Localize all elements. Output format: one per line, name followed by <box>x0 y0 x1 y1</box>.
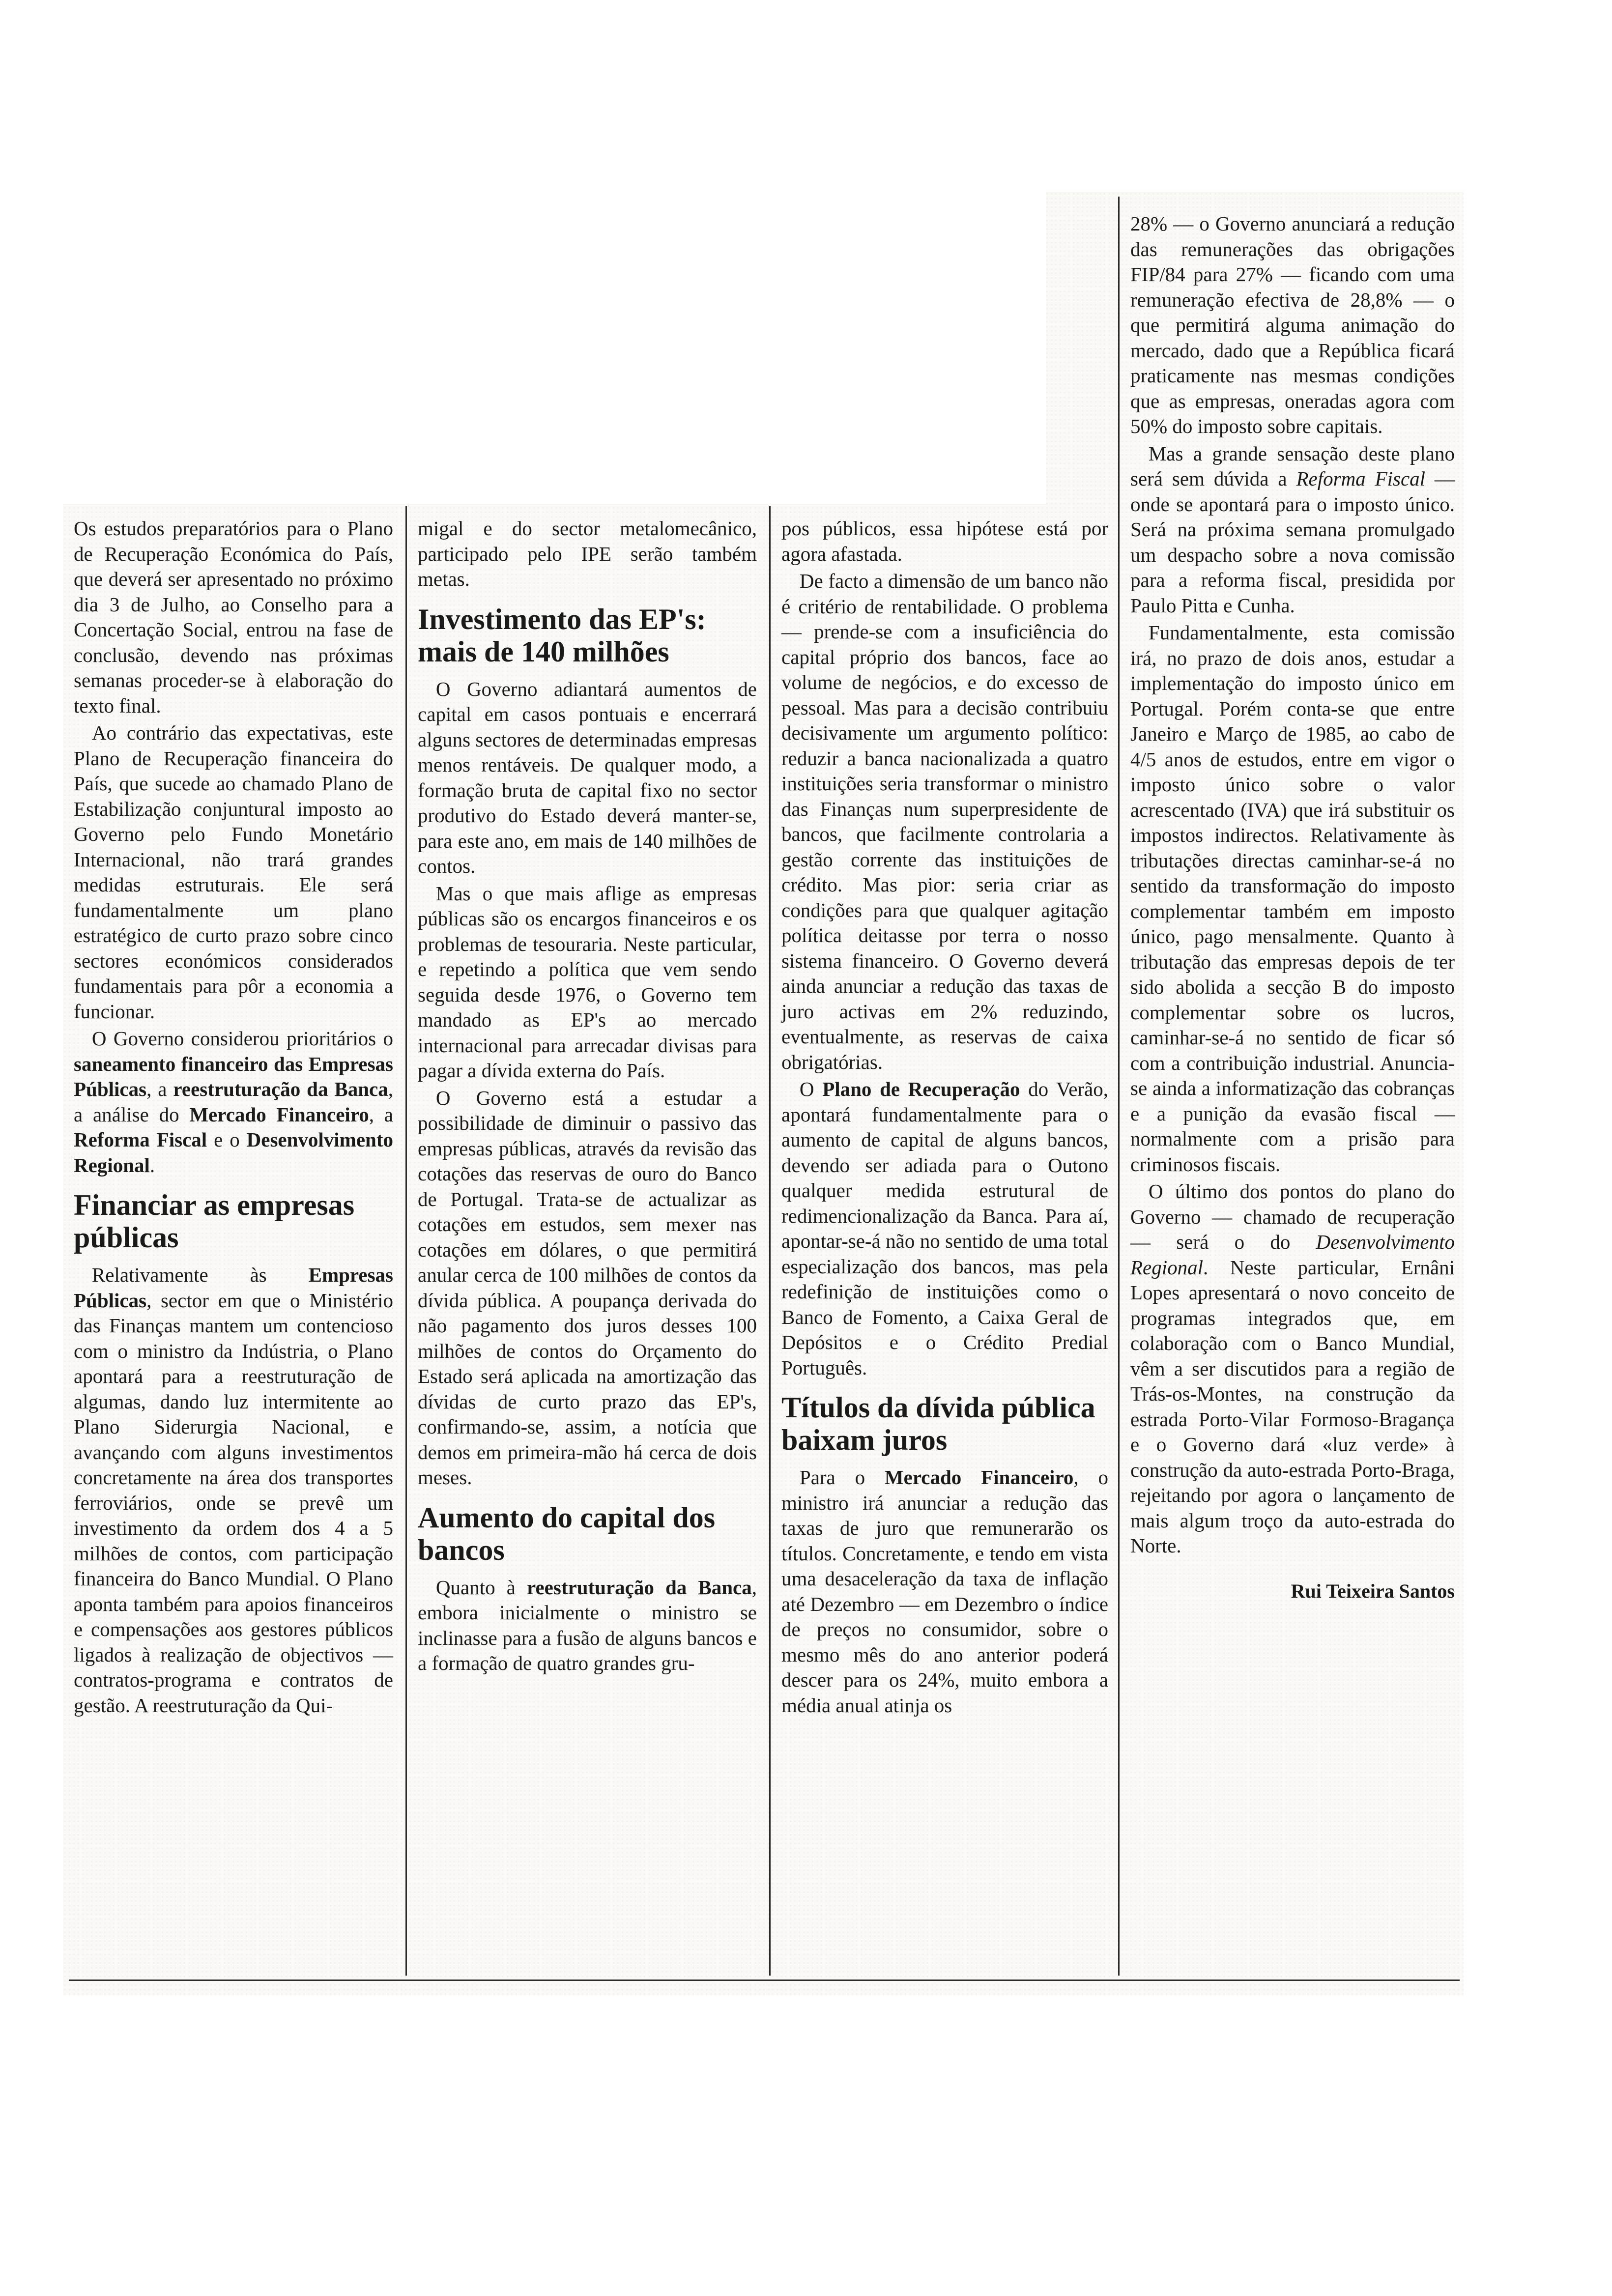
paragraph: Para o Mercado Financeiro, o ministro irá anunciar a redução das taxas de juro que remunerarão os títulos. Concretamente, e tendo em vista uma desaceleração da taxa de inflação até Dezembro — em Dezembro o índice de preços no consumidor, sobre o mesmo mês do ano anterior poderá descer para os 24%, muito embora a média anual atinja os <box>781 1466 1108 1717</box>
paragraph: Mas o que mais aflige as empresas públicas são os encargos financeiros e os problemas de tesouraria. Neste particular, e repetindo a política que vem sendo seguida desde 1976, o Governo tem mandado as EP's ao mercado internacional para arrecadar divisas para pagar a dívida externa do País. <box>418 882 757 1082</box>
paragraph: De facto a dimensão de um banco não é critério de rentabilidade. O problema — prende-se com a insuficiência do capital próprio dos bancos, face ao volume de negócios, e do excesso de pessoal. Mas para a decisão contribuiu decisivamente um argumento político: reduzir a banca nacionalizada a quatro instituições seria transformar o ministro das Finanças num superpresidente de bancos, que facilmente controlaria a gestão corrente das instituições de crédito. Mas pior: seria criar as condições para que qualquer agitação política deitasse por terra o nosso sistema financeiro. O Governo deverá ainda anunciar a redução das taxas de juro activas em 2% reduzindo, eventualmente, as reservas de caixa obrigatórias. <box>781 570 1108 1073</box>
column-rule <box>769 506 771 1976</box>
article-column-1 <box>74 516 393 1720</box>
paragraph: O Governo adiantará aumentos de capital em casos pontuais e encerrará alguns sectores de determinadas empresas menos rentáveis. De qualquer modo, a formação bruta de capital fixo no sector produtivo do Estado deverá manter-se, para este ano, em mais de 140 milhões de contos. <box>418 677 757 877</box>
section-heading: Aumento do capital dos bancos <box>418 1501 716 1566</box>
paragraph: O último dos pontos do plano do Governo — chamado de recuperação — será o do Desenvolvimento Regional. Neste particular, Ernâni Lopes apresentará o novo conceito de programas integrados que, em colaboração com o Banco Mundial, vêm a ser discutidos para a região de Trás-os-Montes, na construção da estrada Porto-Vilar Formoso-Bragança e o Governo dará «luz verde» à construção da auto-estrada Porto-Braga, rejeitando por agora o lançamento de mais algum troço da auto-estrada do Norte. <box>1130 1180 1455 1557</box>
byline: Rui Teixeira Santos <box>1291 1579 1455 1602</box>
column-rule <box>1118 197 1120 1976</box>
paragraph: Quanto à reestruturação da Banca, embora inicialmente o ministro se inclinasse para a fusão de alguns bancos e a formação de quatro grandes gru- <box>418 1576 757 1674</box>
section-heading: Financiar as empresas públicas <box>74 1189 355 1254</box>
article-column-2 <box>418 516 757 1678</box>
paragraph: O Plano de Recuperação do Verão, apontará fundamentalmente para o aumento de capital de alguns bancos, devendo ser adiada para o Outono qualquer medida estrutural de redimencionalização da Banca. Para aí, apontar-se-á não no sentido de uma total especialização dos bancos, mas pela redefinição de instituições como o Banco de Fomento, a Caixa Geral de Depósitos e o Crédito Predial Português. <box>781 1078 1108 1379</box>
paragraph: pos públicos, essa hipótese está por agora afastada. <box>781 517 1108 565</box>
paragraph: 28% — o Governo anunciará a redução das remunerações das obrigações FIP/84 para 27% — ficando com uma remuneração efectiva de 28,8% — o que permitirá alguma animação do mercado, dado que a República ficará praticamente nas mesmas condições que as empresas, oneradas agora com 50% do imposto sobre capitais. <box>1130 212 1455 437</box>
section-heading: Investimento das EP's: mais de 140 milhões <box>418 603 706 668</box>
paragraph: Fundamentalmente, esta comissão irá, no prazo de dois anos, estudar a implementação do imposto único em Portugal. Porém conta-se que entre Janeiro e Março de 1985, ao cabo de 4/5 anos de estudos, entre em vigor o imposto único sobre o valor acrescentado (IVA) que irá substituir os impostos indirectos. Relativamente às tributações directas caminhar-se-á no sentido da transformação do imposto complementar também em imposto único, pago mensalmente. Quanto à tributação das empresas depois de ter sido abolida a secção B do imposto complementar sobre os lucros, caminhar-se-á no sentido de ficar só com a contribuição industrial. Anuncia-se ainda a informatização das cobranças e a punição da evasão fiscal — normalmente com a prisão para criminosos fiscais. <box>1130 621 1455 1176</box>
paragraph: Mas a grande sensação deste plano será sem dúvida a Reforma Fiscal — onde se apontará para o imposto único. Será na próxima semana promulgado um despacho sobre a nova comissão para a reforma fiscal, presidida por Paulo Pitta e Cunha. <box>1130 442 1455 617</box>
paragraph: migal e do sector metalomecânico, participado pelo IPE serão também metas. <box>418 517 757 590</box>
bottom-rule <box>69 1980 1460 1981</box>
paragraph: O Governo considerou prioritários o saneamento financeiro das Empresas Públicas, a reestruturação da Banca, a análise do Mercado Financeiro, a Reforma Fiscal e o Desenvolvimento Regional. <box>74 1027 394 1177</box>
paragraph: Relativamente às Empresas Públicas, sector em que o Ministério das Finanças mantem um contencioso com o ministro da Indústria, o Plano apontará para a reestruturação de algumas, dando luz intermitente ao Plano Siderurgia Nacional, e avançando com alguns investimentos concretamente na área dos transportes ferroviários, onde se prevê um investimento da ordem dos 4 a 5 milhões de contos, com participação financeira do Banco Mundial. O Plano aponta também para apoios financeiros e compensações aos gestores públicos ligados à realização de objectivos — contratos-programa e contratos de gestão. A reestruturação da Qui- <box>74 1263 393 1717</box>
paragraph: Ao contrário das expectativas, este Plano de Recuperação financeira do País, que sucede ao chamado Plano de Estabilização conjuntural imposto ao Governo pelo Fundo Monetário Internacional, não trará grandes medidas estruturais. Ele será fundamentalmente um plano estratégico de curto prazo sobre cinco sectores económicos considerados fundamentais para pôr a economia a funcionar. <box>74 721 393 1023</box>
column-rule <box>405 506 407 1976</box>
paragraph: O Governo está a estudar a possibilidade de diminuir o passivo das empresas públicas, através da revisão das cotações das reservas de ouro do Banco de Portugal. Trata-se de actualizar as cotações em estudos, sem mexer nas cotações em dólares, o que permitirá anular cerca de 100 milhões de contos da dívida pública. A poupança derivada do não pagamento dos juros desses 100 milhões de contos do Orçamento do Estado será aplicada na amortização das dívidas de curto prazo das EP's, confirmando-se, assim, a notícia que demos em primeira-mão há cerca de dois meses. <box>418 1086 757 1489</box>
paragraph: Os estudos preparatórios para o Plano de Recuperação Económica do País, que deverá ser apresentado no próximo dia 3 de Julho, ao Conselho para a Concertação Social, entrou na fase de conclusão, devendo nas próximas semanas proceder-se à elaboração do texto final. <box>74 517 393 717</box>
article-column-3 <box>781 516 1108 1720</box>
article-column-4 <box>1130 211 1455 1604</box>
section-heading: Títulos da dívida pública baixam juros <box>781 1391 1095 1456</box>
